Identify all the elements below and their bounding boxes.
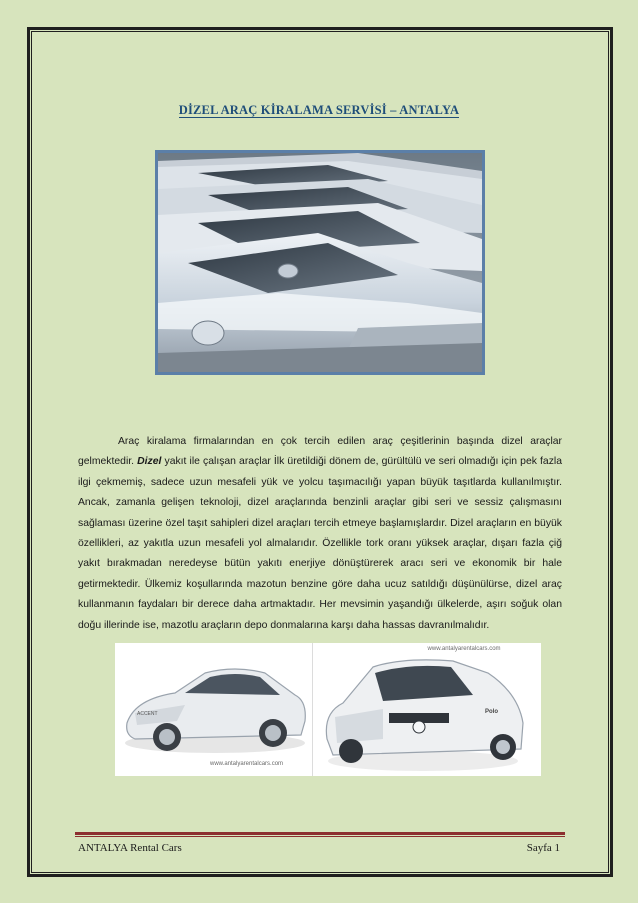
hero-image-car-row (155, 150, 485, 375)
footer-rule-thin (75, 836, 565, 837)
article-paragraph (78, 432, 562, 636)
right-photo-watermark: www.antalyarentalcars.com (427, 646, 501, 652)
footer-company: ANTALYA Rental Cars (78, 842, 182, 854)
right-photo-model: Polo (484, 709, 498, 715)
footer-rule-thick (75, 832, 565, 835)
left-photo-watermark: www.antalyarentalcars.com (210, 761, 284, 767)
left-photo-model: ACCENT (137, 711, 158, 717)
car-row-illustration (158, 153, 482, 372)
document-title (0, 103, 638, 118)
car-photos (115, 643, 541, 776)
footer-page-number: Sayfa 1 (526, 842, 560, 854)
article-rest-text: yakıt ile çalışan araçlar İlk üretildiği dönem de, gürültülü ve seri olmadığı için pek fazla ilgi çekmemiş, sadece uzun mesafeli yük ve yolcu taşımacılığı yapan büyük taşıtlarda kullanılmıştır. Ancak, zamanla gelişen teknoloji, dizel araçlarında benzinli araçlar gibi seri ve sessiz çalışmasını sağlaması üzerine özel taşıt sahipleri dizel araçları tercih etmeye başlamışlardır. Dizel araçların en büyük özellikleri, az yakıtla uzun mesafeli yol almalarıdır. Özellikle tork oranı yüksek araçlar, dışarı fazla çiğ yakıt bırakmadan neredeyse bütün yakıtı enerjiye dönüştürerek aracı seri ve ekonomik bir hale getirmektedir. Ülkemiz koşullarında mazotun benzine göre daha ucuz satıldığı düşünülürse, dizel araç kullanmanın faydaları bir derece daha artmaktadır. Her mevsimin yaşandığı ülkelerde, aşırı soğuk olan doğu illerinde ise, mazotlu araçların depo donmalarına karşı daha hassas davranılmalıdır. (78, 456, 562, 631)
sedan-illustration (115, 643, 312, 776)
article-lead-text: Araç kiralama firmalarından en çok tercih edilen araç çeşitlerinin başında dizel araçlar gelmektedir. (78, 436, 562, 468)
article-emphasis-dizel: Dizel (137, 456, 162, 468)
photo-hyundai-accent (115, 643, 312, 776)
hatchback-illustration (313, 643, 541, 776)
document-title-text: DİZEL ARAÇ KİRALAMA SERVİSİ – ANTALYA (178, 103, 460, 117)
photo-vw-polo (312, 643, 541, 776)
